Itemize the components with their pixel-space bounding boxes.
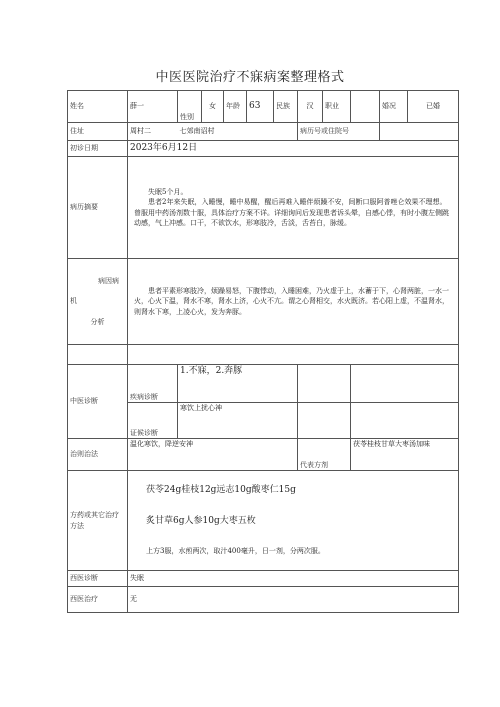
prescription-line-3: 上方3服，水煎两次，取汁400毫升，日一剂，分两次服。 [146, 547, 325, 556]
ethnicity-label: 民族 [274, 91, 298, 123]
prescription-line-2: 炙甘草6g人参10g大枣五枚 [146, 516, 256, 527]
treatment-principle-label: 治则治法 [68, 439, 128, 471]
age-value: 63 [247, 91, 274, 123]
disease-diagnosis-value: 1.不寐，2.奔豚 [178, 365, 298, 403]
tcm-diagnosis-label: 中医诊断 [68, 365, 128, 439]
visit-date-row [68, 141, 459, 157]
pathogenesis-text: 患者平素形寒肢冷，烦躁易怒，下腹悸动，入睡困难，乃火虚于上，水蓄于下，心肾两脏，一水一火，心火下温，肾水不寒，肾水上济，心火不亢。谓之心肾相交，水火既济。若心阳上虚，不温肾水，则肾水下寒，上凌心火，发为奔豚。 [134, 287, 449, 316]
history-line-2: 患者2年来失眠，入睡慢，睡中易醒，醒后再难入睡伴烦躁不安，间断口服阿普唑仑效果不理想。曾服用中药汤剂数十服，具体治疗方案不详。详细询问后发现患者诉头晕，自感心悸，有时小腹左侧跳动感，气上冲感。口干，不欲饮水，形寒肢冷，舌淡，舌苔白，脉缓。 [134, 198, 449, 227]
western-diagnosis-row [68, 571, 459, 587]
age-label: 年龄 [224, 91, 247, 123]
prescription-row [68, 471, 459, 571]
formula-value: 茯苓桂枝甘草大枣汤加味 [351, 439, 459, 471]
pathogenesis-label-c: 分析 [90, 317, 105, 326]
western-treatment-label: 西医治疗 [68, 587, 128, 613]
address-value-part1: 周村二 [128, 123, 178, 141]
history-line-1: 失眠5个月。 [148, 188, 188, 197]
gender-label: 性别 [178, 91, 202, 123]
marital-value: 已婚 [408, 91, 459, 123]
syndrome-diagnosis-value: 寒饮上扰心神 [178, 403, 298, 439]
disease-diagnosis-label: 疾病诊断 [128, 365, 178, 403]
visit-date-label: 初诊日期 [68, 141, 128, 157]
occupation-value [351, 91, 380, 123]
treatment-principle-value: 温化寒饮，降逆安神 [128, 439, 298, 471]
syndrome-diagnosis-blank-2 [351, 403, 459, 439]
formula-label: 代表方剂 [298, 439, 351, 471]
gender-value: 女 [202, 91, 224, 123]
treatment-principle-row [68, 439, 459, 471]
disease-diagnosis-row [68, 365, 459, 403]
basic-info-row [68, 91, 459, 123]
syndrome-diagnosis-blank-1 [298, 403, 351, 439]
disease-diagnosis-blank-2 [351, 365, 459, 403]
pathogenesis-label [68, 259, 128, 345]
western-treatment-row [68, 587, 459, 613]
ethnicity-value: 汉 [298, 91, 323, 123]
address-row [68, 123, 459, 141]
record-number-label: 病历号或住院号 [298, 123, 380, 141]
syndrome-diagnosis-label: 证候诊断 [128, 403, 178, 439]
blank-cell-right [128, 345, 459, 365]
record-number-value [380, 123, 459, 141]
prescription-label: 方药或其它治疗方法 [68, 471, 128, 571]
address-value-part2: 七郊南诏村 [178, 123, 298, 141]
pathogenesis-row [68, 259, 459, 345]
occupation-label: 职业 [323, 91, 351, 123]
prescription-content [128, 471, 459, 571]
pathogenesis-content [128, 259, 459, 345]
pathogenesis-label-a: 病因病 [98, 277, 119, 286]
history-row [68, 157, 459, 259]
blank-row [68, 345, 459, 365]
marital-label: 婚况 [380, 91, 408, 123]
case-record-table [67, 90, 459, 613]
western-diagnosis-value: 失眠 [128, 571, 459, 587]
prescription-line-1: 茯苓24g桂枝12g远志10g酸枣仁15g [146, 485, 296, 496]
name-value: 薛一 [128, 91, 178, 123]
history-label: 病历摘要 [68, 157, 128, 259]
page-title: 中医医院治疗不寐病案整理格式 [155, 70, 345, 85]
history-content [128, 157, 459, 259]
visit-date-value: 2023年6月12日 [128, 141, 459, 157]
blank-cell-left [68, 345, 128, 365]
address-label: 住址 [68, 123, 128, 141]
pathogenesis-label-b: 机 [70, 297, 77, 306]
name-label: 姓名 [68, 91, 128, 123]
western-treatment-value: 无 [128, 587, 459, 613]
disease-diagnosis-blank-1 [298, 365, 351, 403]
western-diagnosis-label: 西医诊断 [68, 571, 128, 587]
